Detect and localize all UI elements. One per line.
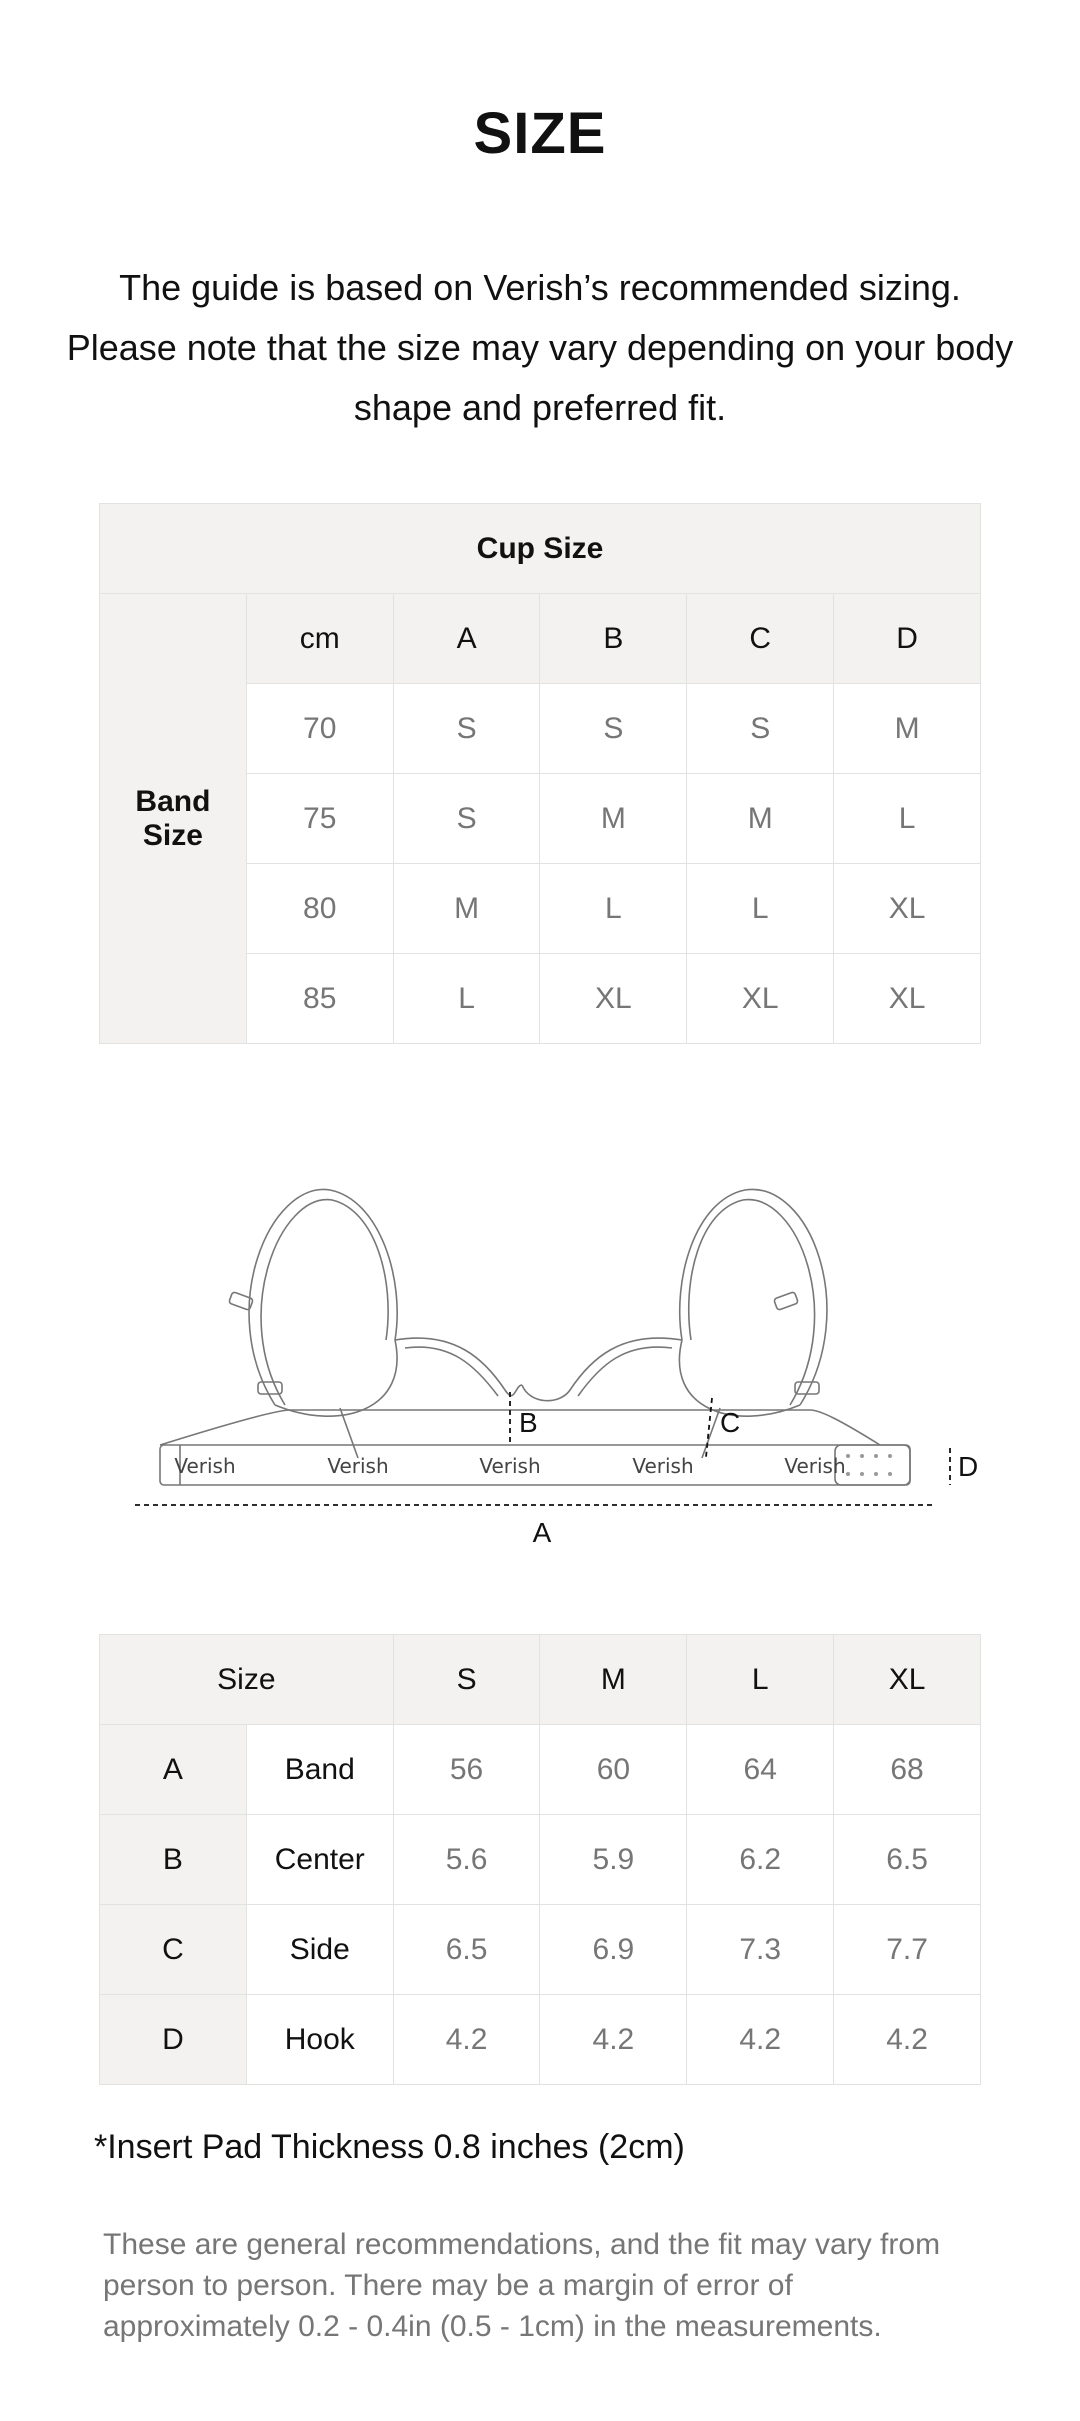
cup-size-cell: XL xyxy=(834,954,981,1044)
column-header-l: L xyxy=(687,1635,834,1725)
cup-size-cell: M xyxy=(687,774,834,864)
measure-value: 6.2 xyxy=(687,1815,834,1905)
measure-code: D xyxy=(100,1995,247,2085)
column-header-cm: cm xyxy=(246,594,393,684)
measure-name: Hook xyxy=(246,1995,393,2085)
band-cm: 75 xyxy=(246,774,393,864)
measure-value: 64 xyxy=(687,1725,834,1815)
measure-value: 7.7 xyxy=(834,1905,981,1995)
cup-size-cell: L xyxy=(834,774,981,864)
measure-value: 68 xyxy=(834,1725,981,1815)
measure-value: 4.2 xyxy=(393,1995,540,2085)
cup-size-header-row xyxy=(100,504,981,594)
band-cm: 85 xyxy=(246,954,393,1044)
measure-code: B xyxy=(100,1815,247,1905)
fit-disclaimer: These are general recommendations, and the fit may vary from person to person. There may be a margin of error of approximately 0.2 - 0.4in (0.5 - 1cm) in the measurements. xyxy=(103,2228,941,2343)
table-row xyxy=(100,1995,981,2085)
cup-size-cell: S xyxy=(393,684,540,774)
column-header-c: C xyxy=(687,594,834,684)
measure-code: C xyxy=(100,1905,247,1995)
size-header: Size xyxy=(100,1635,394,1725)
left-cup xyxy=(275,1340,397,1416)
measure-name: Side xyxy=(246,1905,393,1995)
band-size-label xyxy=(100,594,247,1044)
cup-columns-row xyxy=(100,594,981,684)
cup-size-cell: L xyxy=(393,954,540,1044)
table-row xyxy=(100,1725,981,1815)
measure-name: Center xyxy=(246,1815,393,1905)
left-strap xyxy=(249,1189,397,1405)
measure-value: 4.2 xyxy=(687,1995,834,2085)
cup-size-cell: L xyxy=(540,864,687,954)
column-header-s: S xyxy=(393,1635,540,1725)
column-header-m: M xyxy=(540,1635,687,1725)
band-brand-label: Verish xyxy=(479,1454,541,1478)
measure-value: 4.2 xyxy=(540,1995,687,2085)
measure-value: 6.9 xyxy=(540,1905,687,1995)
measure-value: 60 xyxy=(540,1725,687,1815)
measure-name: Band xyxy=(246,1725,393,1815)
right-cup xyxy=(679,1340,800,1416)
measure-b-label: B xyxy=(519,1407,538,1438)
measure-value: 5.6 xyxy=(393,1815,540,1905)
hook-eye-closure xyxy=(835,1445,910,1485)
band-brand-label: Verish xyxy=(632,1454,694,1478)
cup-size-cell: XL xyxy=(834,864,981,954)
cup-size-cell: M xyxy=(393,864,540,954)
cup-size-cell: M xyxy=(834,684,981,774)
size-measurement-table xyxy=(99,1634,981,2085)
band-cm: 70 xyxy=(246,684,393,774)
column-header-a: A xyxy=(393,594,540,684)
table-row xyxy=(100,1815,981,1905)
measure-value: 56 xyxy=(393,1725,540,1815)
column-header-d: D xyxy=(834,594,981,684)
measure-a-label: A xyxy=(532,1517,552,1548)
band-brand-label: Verish xyxy=(784,1454,846,1478)
insert-pad-note: *Insert Pad Thickness 0.8 inches (2cm) xyxy=(94,2128,685,2166)
column-header-xl: XL xyxy=(834,1635,981,1725)
measure-value: 6.5 xyxy=(834,1815,981,1905)
measure-d-label: D xyxy=(958,1451,979,1482)
column-header-b: B xyxy=(540,594,687,684)
measure-code: A xyxy=(100,1725,247,1815)
page-title: SIZE xyxy=(473,101,607,166)
cup-size-cell: S xyxy=(540,684,687,774)
cup-size-cell: S xyxy=(687,684,834,774)
cup-size-cell: M xyxy=(540,774,687,864)
cup-size-cell: S xyxy=(393,774,540,864)
cup-size-cell: XL xyxy=(687,954,834,1044)
cup-size-cell: L xyxy=(687,864,834,954)
band-brand-label: Verish xyxy=(174,1454,236,1478)
table-row xyxy=(100,1905,981,1995)
measure-value: 4.2 xyxy=(834,1995,981,2085)
measure-value: 7.3 xyxy=(687,1905,834,1995)
band-brand-label: Verish xyxy=(327,1454,389,1478)
measure-value: 5.9 xyxy=(540,1815,687,1905)
band-cm: 80 xyxy=(246,864,393,954)
measure-value: 6.5 xyxy=(393,1905,540,1995)
cup-size-header: Cup Size xyxy=(100,504,981,594)
size-header-row xyxy=(100,1635,981,1725)
band-size-label-text: Band Size xyxy=(135,784,211,852)
cup-size-table xyxy=(99,503,981,1044)
intro-text: The guide is based on Verish’s recommended sizing. Please note that the size may vary depending on your body shape and preferred fit. xyxy=(66,267,1014,428)
cup-size-cell: XL xyxy=(540,954,687,1044)
bra-measurement-diagram xyxy=(120,1170,990,1560)
measure-c-label: C xyxy=(720,1407,741,1438)
